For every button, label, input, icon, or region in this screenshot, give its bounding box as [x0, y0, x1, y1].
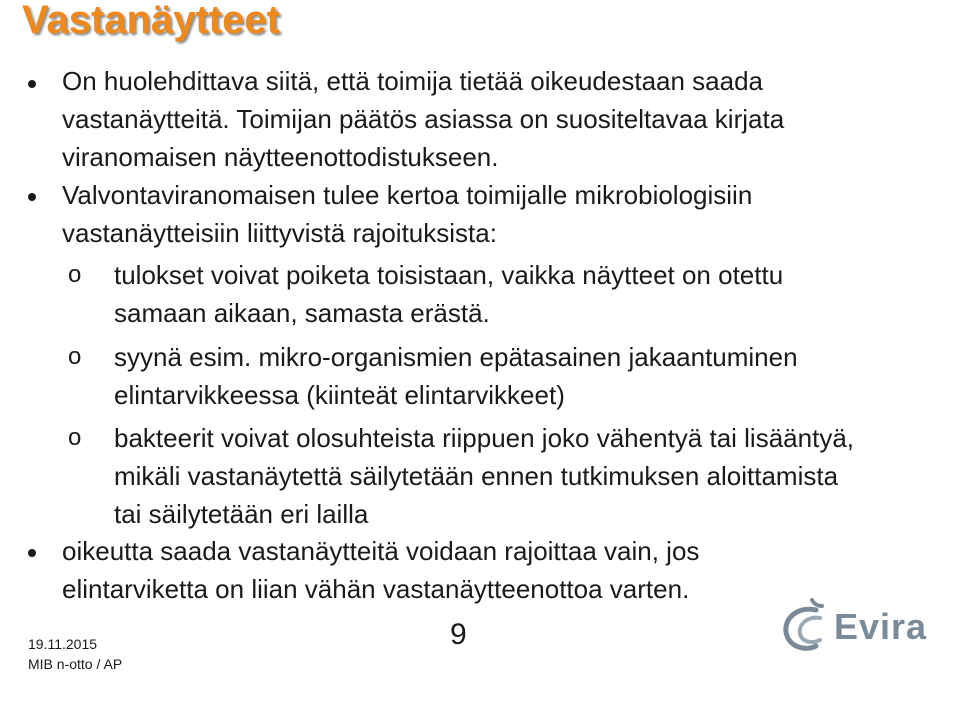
footer-date: 19.11.2015 — [28, 636, 98, 652]
page-number: 9 — [450, 618, 467, 651]
bullet-marker — [28, 193, 36, 201]
sub-bullet-marker: o — [68, 261, 82, 288]
footer-author: MIB n-otto / AP — [28, 656, 123, 672]
bullet-text-1: On huolehdittava siitä, että toimija tietää oikeudestaan saada vastanäytteitä. Toimijan päätös asiassa on suositeltavaa kirjata viranomaisen näytteenottodistukseen. — [62, 66, 785, 172]
bullet-marker — [28, 80, 36, 88]
sub-bullet-text-2: syynä esim. mikro-organismien epätasainen jakaantuminen elintarvikkeessa (kiinteät elintarvikkeet) — [114, 342, 798, 410]
bullet-text-2: Valvontaviranomaisen tulee kertoa toimijalle mikrobiologisiin vastanäytteisiin liittyvistä rajoituksista: — [62, 180, 753, 248]
evira-logo — [776, 596, 952, 666]
logo-text: Evira — [834, 606, 928, 647]
bullet-text-3: oikeutta saada vastanäytteitä voidaan rajoittaa vain, jos elintarviketta on liian vähän vastanäytteenottoa varten. — [62, 536, 700, 604]
sub-bullet-marker: o — [68, 343, 82, 370]
evira-swirl-icon — [776, 596, 836, 666]
sub-bullet-text-3: bakteerit voivat olosuhteista riippuen joko vähentyä tai lisääntyä, mikäli vastanäytettä säilytetään ennen tutkimuksen aloittamista tai säilytetään eri lailla — [114, 423, 854, 529]
bullet-marker — [28, 549, 36, 557]
sub-bullet-marker: o — [68, 424, 82, 451]
slide-title: Vastanäytteet — [22, 0, 280, 42]
sub-bullet-text-1: tulokset voivat poiketa toisistaan, vaikka näytteet on otettu samaan aikaan, samasta erästä. — [114, 260, 784, 328]
